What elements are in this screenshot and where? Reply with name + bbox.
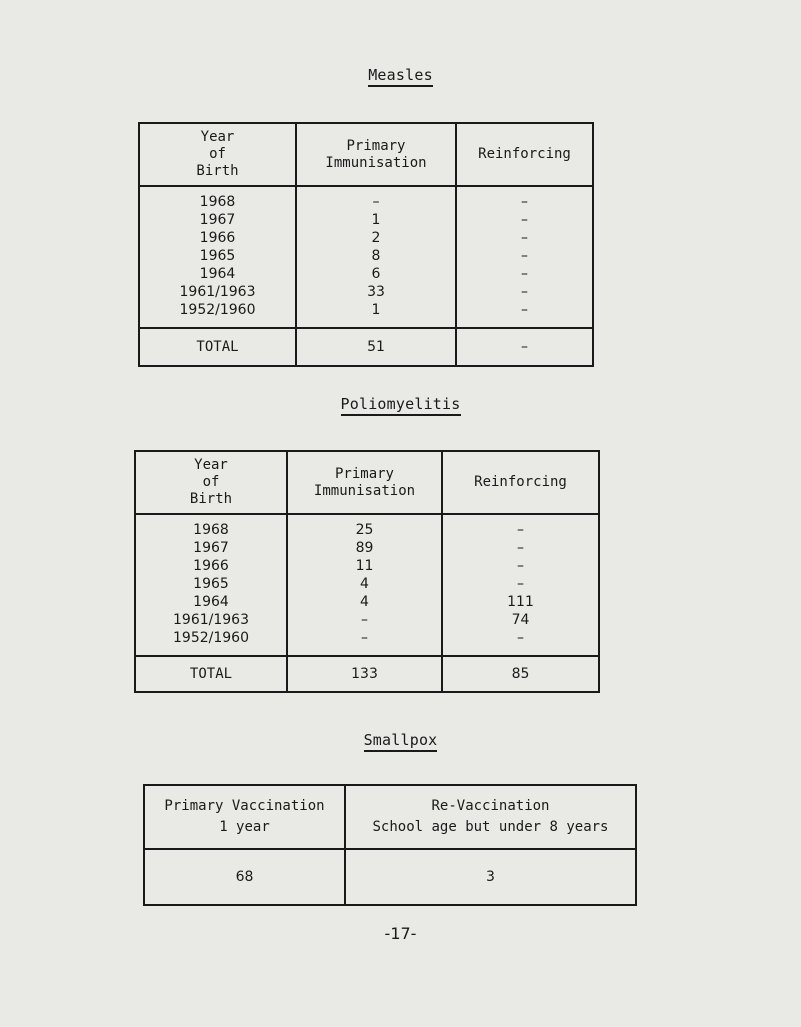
table-row [139,283,593,301]
primary-cell: 6 [296,265,456,283]
year-cell: 1966 [135,557,287,575]
year-cell: 1961/1963 [135,611,287,629]
table-row [139,301,593,328]
total-row [135,656,599,692]
total-row [139,328,593,366]
table-row [135,557,599,575]
smallpox-header-revaccination: Re-Vaccination School age but under 8 years [345,785,636,849]
polio-header-reinforcing: Reinforcing [442,451,599,514]
year-cell: 1961/1963 [139,283,296,301]
primary-cell: – [287,629,442,656]
table-row [135,593,599,611]
page-number: -17- [384,924,417,943]
measles-header-year: Year of Birth [139,123,296,186]
primary-cell: 89 [287,539,442,557]
primary-cell: – [287,611,442,629]
table-row [135,575,599,593]
table-row [135,629,599,656]
year-cell: 1964 [139,265,296,283]
primary-cell: 1 [296,211,456,229]
year-cell: 1966 [139,229,296,247]
measles-heading [0,66,801,84]
table-row [139,211,593,229]
table-row [135,539,599,557]
smallpox-heading [0,731,801,749]
year-cell: 1967 [135,539,287,557]
table-row [135,514,599,539]
smallpox-value-row [144,849,636,905]
reinforcing-cell: 111 [442,593,599,611]
primary-cell: 4 [287,593,442,611]
year-cell: 1965 [135,575,287,593]
primary-cell: – [296,186,456,211]
reinforcing-cell: – [442,575,599,593]
measles-table [138,122,594,367]
polio-header-primary: Primary Immunisation [287,451,442,514]
table-row [135,611,599,629]
primary-cell: 25 [287,514,442,539]
reinforcing-cell: – [456,186,593,211]
reinforcing-cell: – [456,247,593,265]
total-label: TOTAL [139,328,296,366]
reinforcing-cell: – [456,229,593,247]
measles-title: Measles [368,66,433,87]
primary-cell: 4 [287,575,442,593]
table-row [139,265,593,283]
total-reinforcing: 85 [442,656,599,692]
primary-cell: 2 [296,229,456,247]
polio-header-year: Year of Birth [135,451,287,514]
revaccination-value: 3 [345,849,636,905]
reinforcing-cell: – [456,283,593,301]
table-row [139,229,593,247]
measles-header-reinforcing: Reinforcing [456,123,593,186]
smallpox-header-primary: Primary Vaccination 1 year [144,785,345,849]
total-primary: 133 [287,656,442,692]
primary-cell: 1 [296,301,456,328]
year-cell: 1967 [139,211,296,229]
polio-heading [0,395,801,413]
polio-header-row [135,451,599,514]
reinforcing-cell: – [456,211,593,229]
measles-header-primary: Primary Immunisation [296,123,456,186]
smallpox-title: Smallpox [364,731,438,752]
reinforcing-cell: – [456,301,593,328]
reinforcing-cell: – [442,539,599,557]
primary-cell: 33 [296,283,456,301]
reinforcing-cell: – [442,514,599,539]
smallpox-table [143,784,637,906]
reinforcing-cell: 74 [442,611,599,629]
measles-header-row [139,123,593,186]
total-label: TOTAL [135,656,287,692]
year-cell: 1952/1960 [139,301,296,328]
smallpox-header-row [144,785,636,849]
year-cell: 1968 [135,514,287,539]
year-cell: 1965 [139,247,296,265]
primary-cell: 8 [296,247,456,265]
polio-title: Poliomyelitis [341,395,461,416]
reinforcing-cell: – [456,265,593,283]
reinforcing-cell: – [442,557,599,575]
table-row [139,247,593,265]
year-cell: 1968 [139,186,296,211]
total-reinforcing: – [456,328,593,366]
year-cell: 1964 [135,593,287,611]
reinforcing-cell: – [442,629,599,656]
primary-cell: 11 [287,557,442,575]
primary-vaccination-value: 68 [144,849,345,905]
total-primary: 51 [296,328,456,366]
table-row [139,186,593,211]
year-cell: 1952/1960 [135,629,287,656]
polio-table [134,450,600,693]
